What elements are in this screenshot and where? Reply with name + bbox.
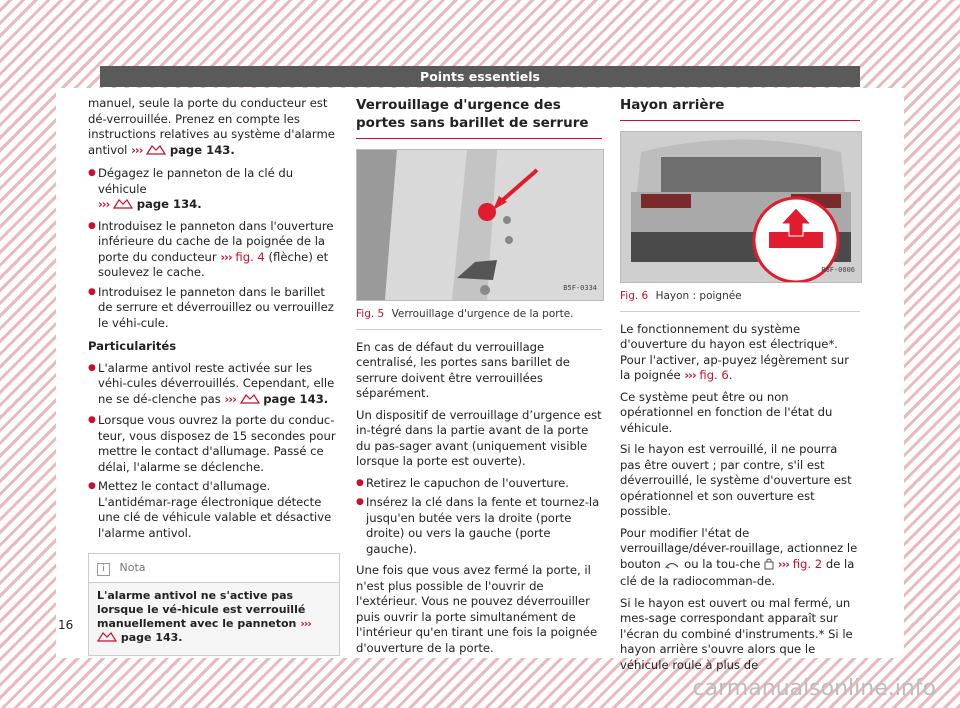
image-code: B5F-0334 bbox=[563, 283, 597, 292]
bullet-text: Introduisez le panneton dans l'ouverture inférieure du cache de la poignée de la porte du conducteur bbox=[98, 218, 334, 264]
reference-arrows: ››› bbox=[220, 249, 232, 264]
bullet-text: Insérez la clé dans la fente et tournez-la jusqu'en butée vers la droite (porte droite) ou vers la gauche (porte gauche). bbox=[366, 495, 600, 556]
figure-link[interactable]: fig. 2 bbox=[792, 556, 823, 571]
paragraph-text: . bbox=[728, 368, 733, 382]
note-header bbox=[89, 554, 339, 583]
book-reference-icon bbox=[113, 198, 133, 215]
paragraph-text: Pour modifier l'état de verrouillage/déver-rouillage, actionnez le bouton bbox=[620, 525, 858, 571]
bullet-text: Dégagez le panneton de la clé du véhicule bbox=[98, 166, 294, 196]
section-title: Verrouillage d'urgence des portes sans barillet de serrure bbox=[356, 96, 602, 139]
reference-arrows: ››› bbox=[131, 142, 143, 157]
reference-arrows: ››› bbox=[224, 391, 236, 406]
figure-link[interactable]: fig. 6 bbox=[699, 368, 729, 382]
bullet-text: Retirez le capuchon de l'ouverture. bbox=[366, 475, 569, 490]
paragraph-text: ou la tou-che bbox=[684, 556, 761, 571]
bullet-item bbox=[88, 166, 340, 215]
tailgate-illustration bbox=[620, 131, 862, 283]
book-reference-icon bbox=[146, 144, 166, 161]
paragraph bbox=[620, 526, 860, 590]
note-body bbox=[89, 583, 339, 655]
bullet-item bbox=[356, 495, 602, 557]
bullet-item bbox=[88, 219, 340, 281]
unlock-button-icon bbox=[664, 559, 680, 575]
reference-arrows: ››› bbox=[98, 197, 110, 211]
watermark: carmanualsonline.info bbox=[692, 676, 936, 701]
intro-text: manuel, seule la porte du conducteur est dé-verrouillée. Prenez en compte les instructions relatives au système d'alarme antivol bbox=[88, 96, 335, 157]
door-lock-illustration bbox=[356, 149, 604, 301]
paragraph: Si le hayon est verrouillé, il ne pourra pas être ouvert ; par contre, s'il est déverrouillé, le système d'ouverture est opérationnel et son ouverture est possible. bbox=[620, 442, 852, 518]
info-icon: i bbox=[97, 563, 110, 576]
intro-paragraph bbox=[88, 96, 340, 160]
page-reference[interactable]: page 143. bbox=[169, 142, 235, 157]
paragraph bbox=[620, 322, 860, 384]
book-reference-icon bbox=[97, 631, 117, 647]
paragraph-text: de la clé de la radiocomman-de. bbox=[620, 556, 855, 588]
image-code: B6F-0006 bbox=[821, 265, 855, 274]
note-text: L'alarme antivol ne s'active pas lorsque le vé-hicule est verrouillé manuellement avec le panneton bbox=[97, 589, 306, 630]
column-1 bbox=[88, 96, 340, 656]
tailgate-key-icon bbox=[764, 558, 774, 575]
note-label: Nota bbox=[119, 561, 146, 574]
bullet-item bbox=[88, 479, 340, 541]
subheading: Particularités bbox=[88, 339, 177, 353]
bullet-text: (flèche) et soulevez le cache. bbox=[98, 249, 329, 279]
figure-caption bbox=[356, 307, 602, 330]
bullet-item bbox=[88, 413, 340, 475]
paragraph: Un dispositif de verrouillage d’urgence est in-tégré dans la partie avant de la porte du pas-sager avant (uniquement visible lorsque la porte est ouverte). bbox=[356, 407, 602, 468]
section-title: Hayon arrière bbox=[620, 96, 860, 121]
paragraph: Une fois que vous avez fermé la porte, il n'est plus possible de l'ouvrir de l'extérieur. Vous ne pouvez déverrouiller puis ouvrir la porte simultanément de l'intérieur qu'en tirant une fois la poignée d'ouverture de la porte. bbox=[356, 563, 598, 655]
page-reference[interactable]: page 143. bbox=[263, 391, 329, 406]
column-2 bbox=[356, 96, 602, 662]
bullet-item bbox=[88, 285, 340, 332]
bullet-text: L'alarme antivol reste activée sur les véhi-cules déverrouillés. Cependant, elle ne se dé-clenche pas bbox=[98, 360, 335, 406]
bullet-text: Lorsque vous ouvrez la porte du conduc-teur, vous disposez de 15 secondes pour mettre le contact d'allumage. Passé ce délai, l'alarme se déclenche. bbox=[98, 413, 336, 474]
page-reference[interactable]: page 134. bbox=[136, 197, 202, 211]
figure-number: Fig. 5 bbox=[356, 308, 385, 320]
note-box bbox=[88, 553, 340, 656]
reference-arrows: ››› bbox=[777, 556, 790, 571]
bullet-text: Mettez le contact d'allumage. L'antidémar-rage électronique détecte une clé de véhicule valable et désactive l'alarme antivol. bbox=[98, 479, 332, 540]
page-reference[interactable]: page 143. bbox=[120, 631, 183, 644]
page-number: 16 bbox=[58, 618, 74, 632]
paragraph: Si le hayon est ouvert ou mal fermé, un mes-sage correspondant apparaît sur l'écran du combiné d'instruments.* Si le hayon arrière s'ouvre alors que le véhicule roule à plus de bbox=[620, 595, 853, 672]
caption-text: Hayon : poignée bbox=[655, 290, 742, 302]
bullet-item bbox=[88, 361, 340, 410]
caption-text: Verrouillage d'urgence de la porte. bbox=[391, 308, 574, 320]
figure-caption bbox=[620, 289, 860, 312]
reference-arrows: ››› bbox=[300, 617, 311, 630]
reference-arrows: ››› bbox=[684, 368, 696, 382]
page-header: Points essentiels bbox=[100, 66, 860, 87]
figure-number: Fig. 6 bbox=[620, 290, 649, 302]
paragraph: Ce système peut être ou non opérationnel en fonction de l'état du véhicule. bbox=[620, 389, 833, 435]
paragraph-text: Le fonctionnement du système d'ouverture du hayon est électrique*. Pour l'activer, ap-puyez légèrement sur la poignée bbox=[620, 321, 850, 382]
bullet-text: Introduisez le panneton dans le barillet de serrure et déverrouillez ou verrouillez le véhi-cule. bbox=[98, 284, 334, 330]
figure-link[interactable]: fig. 4 bbox=[235, 249, 265, 264]
column-3 bbox=[620, 96, 860, 679]
book-reference-icon bbox=[240, 393, 260, 410]
bullet-item bbox=[356, 476, 602, 492]
paragraph: En cas de défaut du verrouillage centralisé, les portes sans barillet de serrure doivent être verrouillées séparément. bbox=[356, 339, 570, 400]
